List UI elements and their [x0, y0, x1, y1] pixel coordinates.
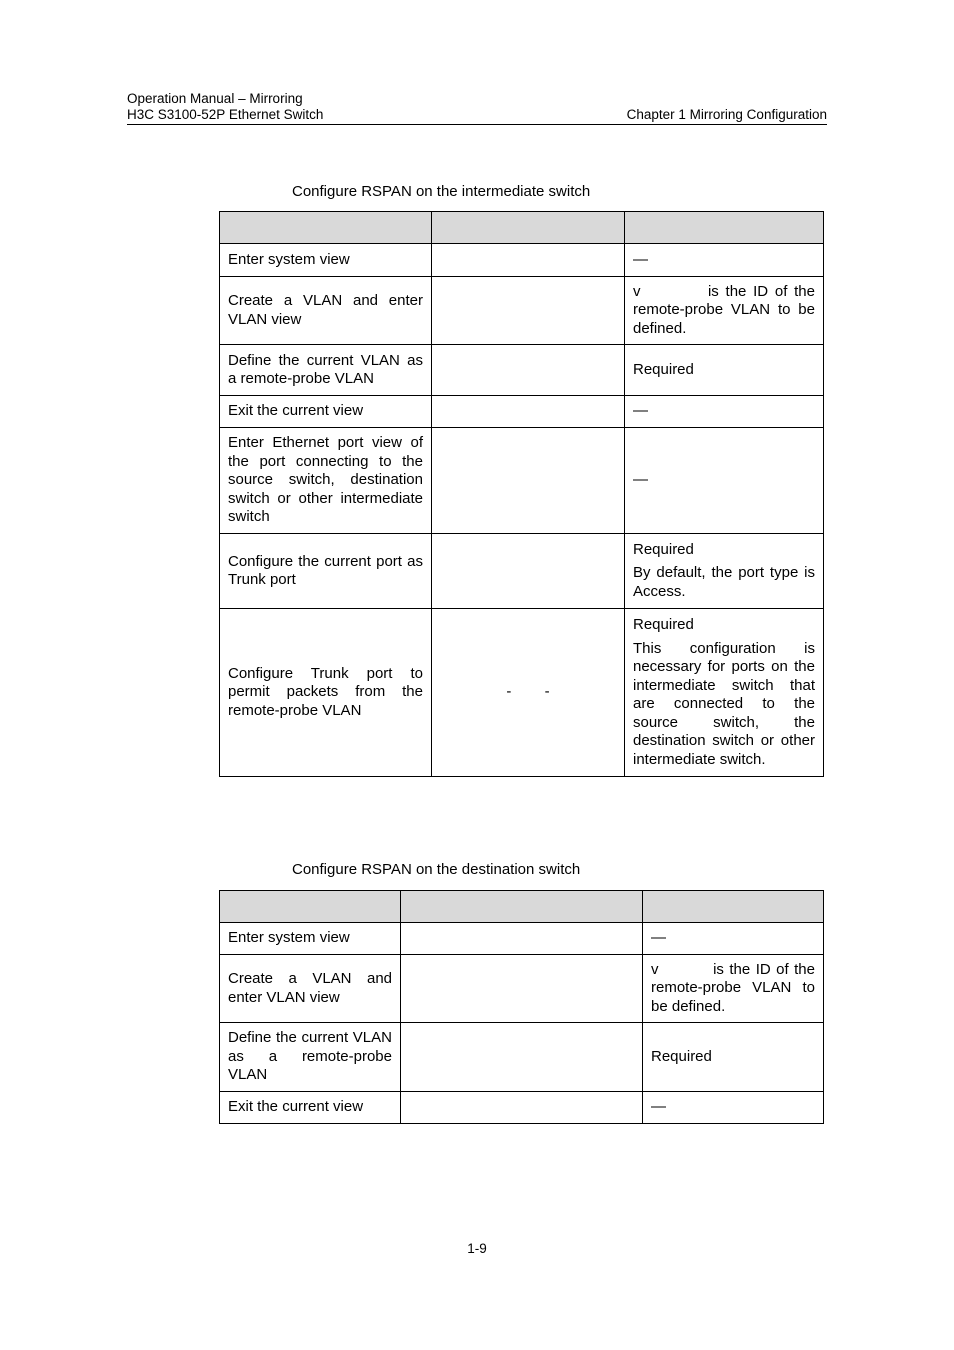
table-header-cell	[643, 891, 824, 923]
operation-cell: Create a VLAN and enter VLAN view	[220, 955, 401, 1023]
command-cell	[432, 396, 625, 428]
operation-cell: Enter Ethernet port view of the port connecting to the source switch, destination switch or other intermediate switch	[220, 428, 432, 534]
operation-cell: Exit the current view	[220, 1092, 401, 1124]
table-row	[220, 345, 824, 396]
table-header-row	[220, 891, 824, 923]
description-paragraph: Required	[633, 360, 694, 378]
table-header-cell	[220, 891, 401, 923]
table-row	[220, 609, 824, 777]
operation-cell: Define the current VLAN as a remote-probe VLAN	[220, 345, 432, 396]
operation-cell: Define the current VLAN as a remote-probe VLAN	[220, 1023, 401, 1092]
operation-cell: Configure the current port as Trunk port	[220, 534, 432, 609]
command-cell: - -	[432, 609, 625, 777]
table-row	[220, 428, 824, 534]
description-cell	[625, 428, 824, 534]
description-paragraph: —	[651, 929, 666, 947]
description-paragraph: This configuration is necessary for ports on the intermediate switch that are connected to the source switch, the destination switch or other intermediate switch.	[633, 639, 820, 768]
description-cell	[625, 277, 824, 345]
command-cell	[432, 428, 625, 534]
description-cell	[643, 1023, 824, 1092]
command-cell	[432, 534, 625, 609]
table-row	[220, 1023, 824, 1092]
table-header-cell	[220, 212, 432, 244]
operation-cell: Create a VLAN and enter VLAN view	[220, 277, 432, 345]
description-paragraph: —	[633, 402, 648, 420]
description-cell	[625, 244, 824, 277]
header-manual-title: Operation Manual – Mirroring	[127, 91, 303, 106]
table-row	[220, 396, 824, 428]
command-cell	[401, 955, 643, 1023]
description-cell	[625, 396, 824, 428]
description-cell	[625, 345, 824, 396]
header-divider	[127, 124, 827, 125]
description-paragraph: —	[633, 250, 648, 268]
command-cell	[432, 345, 625, 396]
command-cell	[401, 1092, 643, 1124]
table-header-cell	[625, 212, 824, 244]
operation-cell: Enter system view	[220, 923, 401, 955]
table-row	[220, 955, 824, 1023]
header-chapter: Chapter 1 Mirroring Configuration	[626, 107, 827, 122]
table-row	[220, 277, 824, 345]
operation-cell: Exit the current view	[220, 396, 432, 428]
description-cell	[625, 534, 824, 609]
operation-cell: Configure Trunk port to permit packets from the remote-probe VLAN	[220, 609, 432, 777]
page-number: 1-9	[467, 1241, 487, 1256]
table-header-cell	[401, 891, 643, 923]
table-row	[220, 1092, 824, 1124]
table-row	[220, 534, 824, 609]
table-row	[220, 923, 824, 955]
description-paragraph: By default, the port type is Access.	[633, 564, 819, 600]
command-cell	[401, 1023, 643, 1092]
description-paragraph: —	[651, 1098, 666, 1116]
table2-caption: Configure RSPAN on the destination switch	[292, 861, 581, 878]
description-cell	[643, 1092, 824, 1124]
header-product-name: H3C S3100-52P Ethernet Switch	[127, 107, 324, 122]
description-paragraph: Required	[651, 1047, 712, 1065]
description-cell	[643, 955, 824, 1023]
description-paragraph: Required	[633, 616, 694, 633]
intermediate-switch-table	[219, 211, 824, 777]
description-cell	[625, 609, 824, 777]
command-cell	[401, 923, 643, 955]
operation-cell: Enter system view	[220, 244, 432, 277]
description-cell	[643, 923, 824, 955]
table1-caption: Configure RSPAN on the intermediate switch	[292, 183, 591, 200]
destination-switch-table	[219, 890, 824, 1124]
description-paragraph: —	[633, 471, 648, 489]
table-header-row	[220, 212, 824, 244]
description-paragraph: v is the ID of the remote-probe VLAN to be defined.	[651, 960, 820, 1015]
description-paragraph: Required	[633, 540, 694, 558]
command-cell	[432, 277, 625, 345]
description-paragraph: v is the ID of the remote-probe VLAN to be defined.	[633, 282, 820, 337]
command-cell	[432, 244, 625, 277]
table-row	[220, 244, 824, 277]
table-header-cell	[432, 212, 625, 244]
